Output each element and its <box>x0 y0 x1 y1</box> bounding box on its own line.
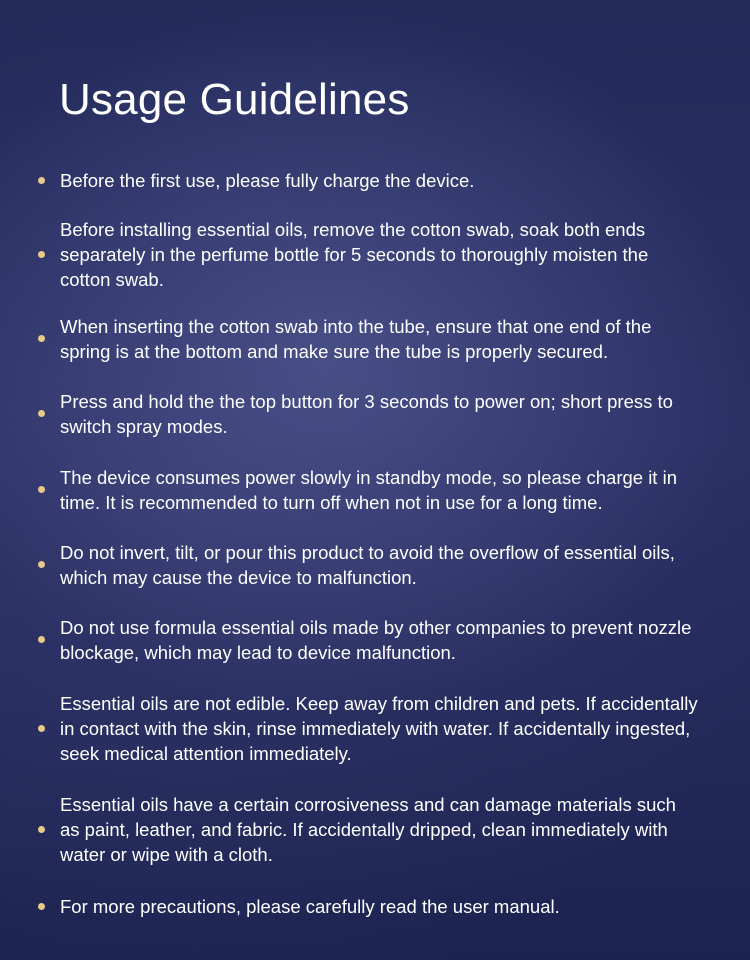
bullet-dot-icon <box>38 177 45 184</box>
bullet-dot-icon <box>38 251 45 258</box>
guideline-text: Essential oils are not edible. Keep away from children and pets. If accidentally in contact with the skin, rinse immediately with water. If accidentally ingested, seek medical attention immediately. <box>60 692 698 764</box>
bullet-dot-icon <box>38 486 45 493</box>
list-item <box>0 539 750 590</box>
guideline-text: Press and hold the the top button for 3 seconds to power on; short press to switch spray modes. <box>60 390 673 437</box>
list-item <box>0 614 750 665</box>
bullet-dot-icon <box>38 636 45 643</box>
bullet-dot-icon <box>38 335 45 342</box>
list-item <box>0 690 750 766</box>
list-item <box>0 791 750 867</box>
list-item <box>0 893 750 919</box>
guideline-text: Before the first use, please fully charge the device. <box>60 169 475 191</box>
bullet-dot-icon <box>38 903 45 910</box>
guideline-text: For more precautions, please carefully read the user manual. <box>60 895 560 917</box>
bullet-dot-icon <box>38 410 45 417</box>
list-item <box>0 464 750 515</box>
list-item <box>0 167 750 193</box>
guideline-text: The device consumes power slowly in standby mode, so please charge it in time. It is recommended to turn off when not in use for a long time. <box>60 466 677 513</box>
guideline-text: Do not invert, tilt, or pour this product to avoid the overflow of essential oils, which may cause the device to malfunction. <box>60 541 675 588</box>
guideline-text: Before installing essential oils, remove the cotton swab, soak both ends separately in the perfume bottle for 5 seconds to thoroughly moisten the cotton swab. <box>60 218 649 290</box>
list-item <box>0 388 750 439</box>
list-item <box>0 313 750 364</box>
bullet-dot-icon <box>38 725 45 732</box>
guideline-text: Essential oils have a certain corrosiveness and can damage materials such as paint, leather, and fabric. If accidentally dripped, clean immediately with water or wipe with a cloth. <box>60 793 676 865</box>
guideline-text: When inserting the cotton swab into the tube, ensure that one end of the spring is at the bottom and make sure the tube is properly secured. <box>60 315 652 362</box>
list-item <box>0 216 750 292</box>
bullet-dot-icon <box>38 826 45 833</box>
page-title: Usage Guidelines <box>59 75 410 124</box>
guideline-text: Do not use formula essential oils made by other companies to prevent nozzle blockage, which may lead to device malfunction. <box>60 616 692 663</box>
bullet-dot-icon <box>38 561 45 568</box>
